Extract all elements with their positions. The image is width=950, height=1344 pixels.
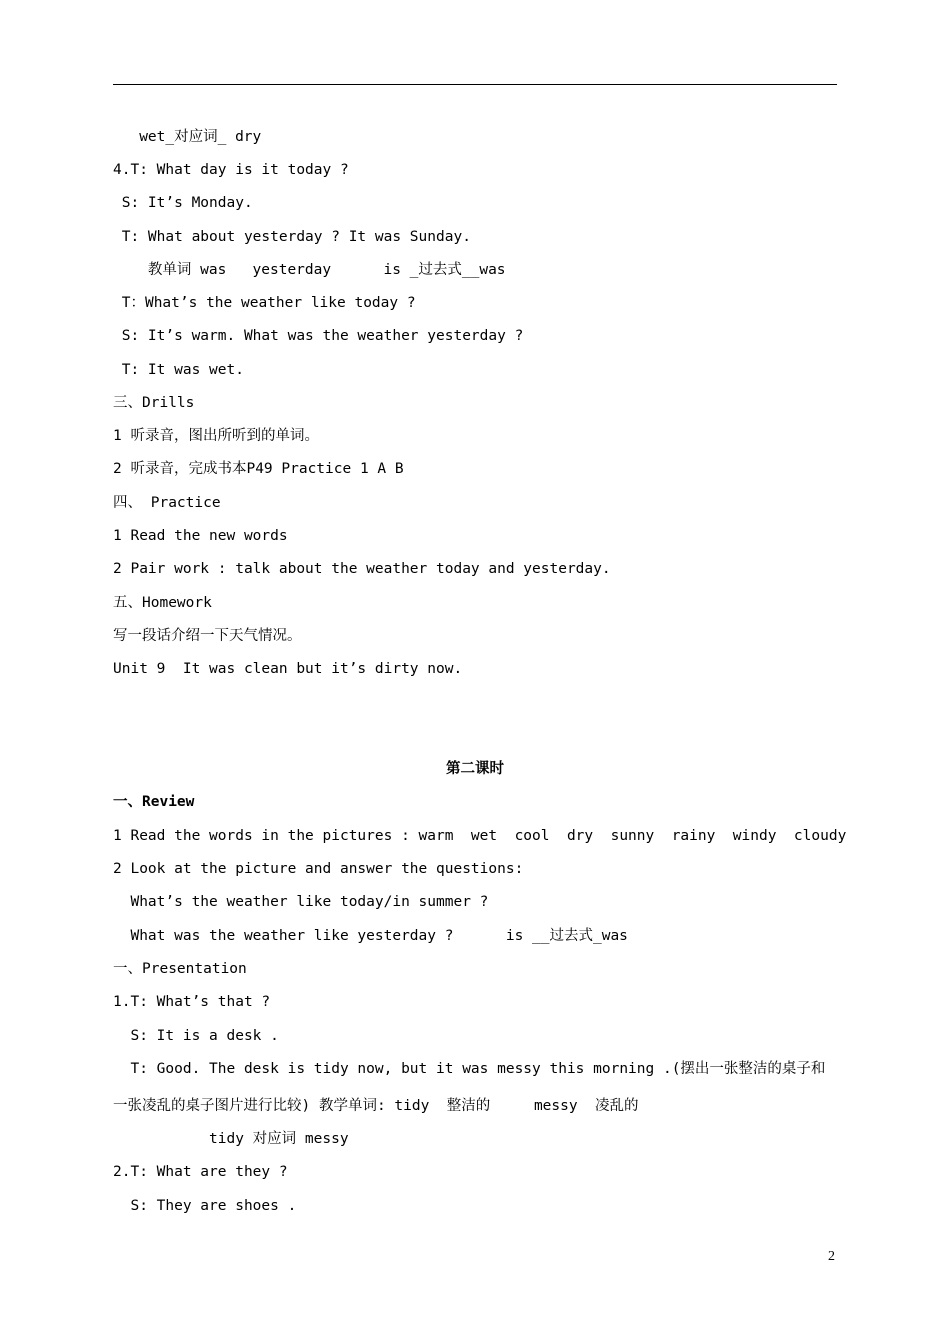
page-number: 2	[828, 1249, 835, 1264]
section-heading-drills: 三、Drills	[113, 395, 195, 411]
text-line: 1.T: What’s that ?	[113, 994, 271, 1010]
text-line: S: It’s warm. What was the weather yesterday ?	[113, 328, 524, 344]
text-line: S: It is a desk .	[113, 1028, 279, 1044]
text-line: T: Good. The desk is tidy now, but it was messy this morning .(摆出一张整洁的桌子和	[113, 1061, 826, 1077]
text-line: tidy 对应词 messy	[113, 1131, 349, 1147]
text-line: 1 听录音，图出所听到的单词。	[113, 428, 319, 444]
text-line: 1 Read the new words	[113, 528, 288, 544]
text-line: wet_对应词_ dry	[113, 129, 262, 145]
text-line: S: They are shoes .	[113, 1198, 297, 1214]
text-line: 4.T: What day is it today ?	[113, 162, 349, 178]
presentation-heading: 一、Presentation	[113, 961, 247, 977]
text-line: S: It’s Monday.	[113, 195, 253, 211]
text-line: T: It was wet.	[113, 362, 244, 378]
text-line: 2 听录音，完成书本P49 Practice 1 A B	[113, 461, 404, 477]
section-heading-practice: 四、 Practice	[113, 495, 221, 511]
section-heading-homework: 五、Homework	[113, 595, 212, 611]
text-line: What was the weather like yesterday ? is __过去式_was	[113, 928, 628, 944]
text-line: 1 Read the words in the pictures : warm wet cool dry sunny rainy windy cloudy	[113, 828, 847, 844]
text-line: T: What about yesterday ? It was Sunday.	[113, 229, 471, 245]
text-line: 2.T: What are they ?	[113, 1164, 288, 1180]
text-line: 写一段话介绍一下天气情况。	[113, 628, 302, 644]
lesson-heading: 第二课时	[446, 761, 504, 777]
unit-title: Unit 9 It was clean but it’s dirty now.	[113, 661, 463, 677]
header-rule	[113, 84, 837, 85]
text-line: T：What’s the weather like today ?	[113, 295, 416, 311]
text-line: 2 Pair work : talk about the weather today and yesterday.	[113, 561, 611, 577]
text-line: What’s the weather like today/in summer ?	[113, 894, 489, 910]
text-line: 一张凌乱的桌子图片进行比较) 教学单词: tidy 整洁的 messy 凌乱的	[113, 1098, 639, 1114]
text-line: 教单词 was yesterday is _过去式__was	[113, 262, 506, 278]
review-heading: 一、Review	[113, 794, 195, 810]
text-line: 2 Look at the picture and answer the questions:	[113, 861, 524, 877]
